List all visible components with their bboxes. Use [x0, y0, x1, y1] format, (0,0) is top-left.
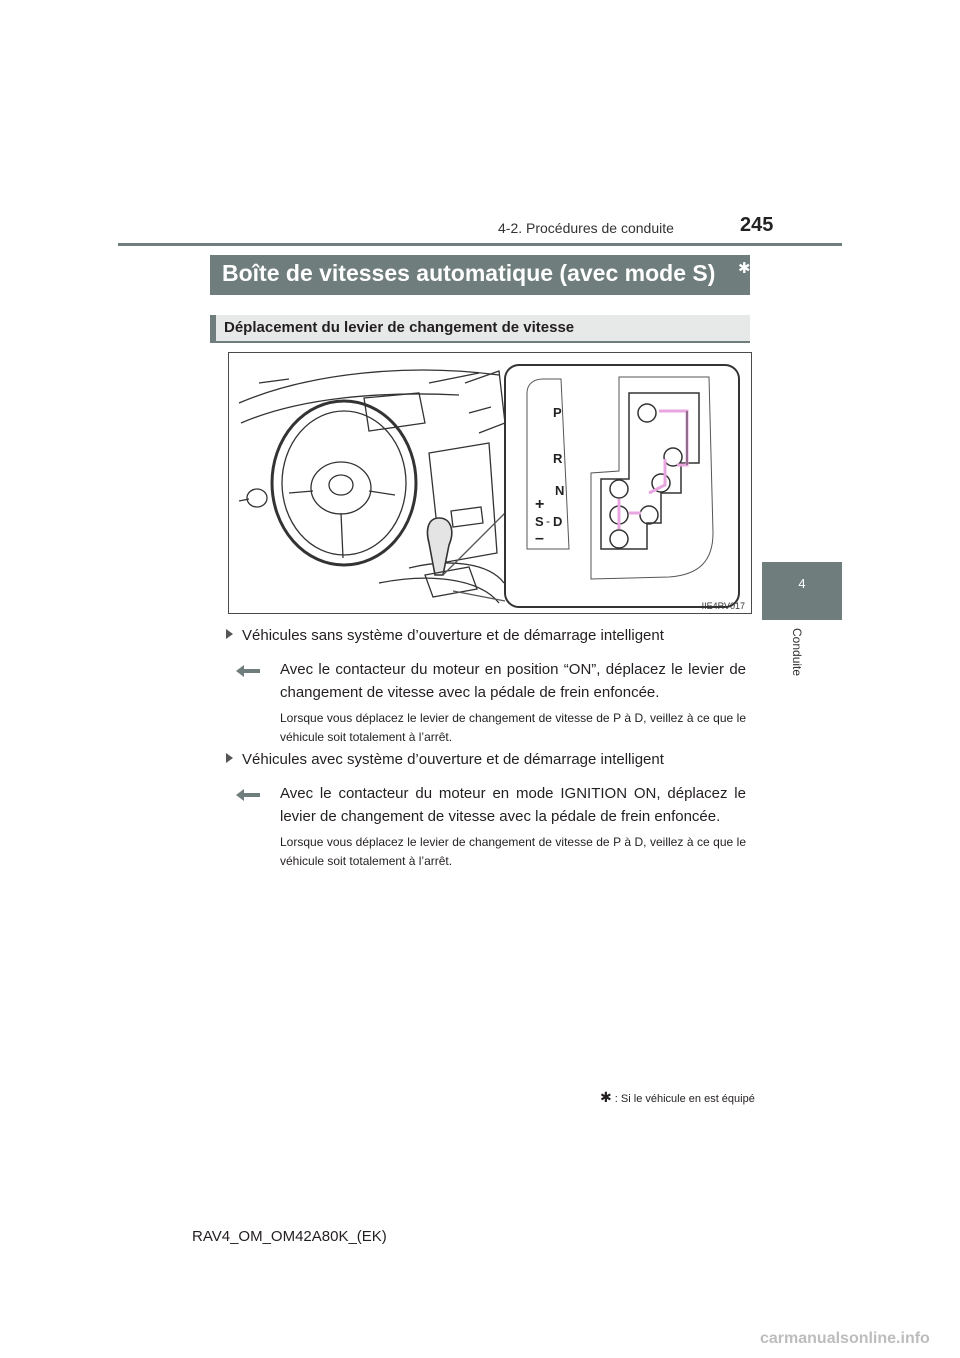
header-rule	[118, 243, 842, 246]
footnote-asterisk: ✱	[600, 1089, 612, 1105]
chapter-label-text: Conduite	[790, 628, 804, 677]
title-asterisk: ✱	[738, 260, 751, 277]
figure-code: IIE4RV017	[701, 601, 745, 611]
section-title: 4-2. Procédures de conduite	[498, 220, 674, 236]
watermark: carmanualsonline.info	[760, 1330, 930, 1347]
instruction-paragraph: Avec le contacteur du moteur en position “ON”, déplacez le levier de changement de vitesse avec la pédale de frein enfoncée.	[280, 661, 746, 701]
instruction-note: Lorsque vous déplacez le levier de changement de vitesse de P à D, veillez à ce que le véhicule soit totalement à l’arrêt.	[280, 711, 746, 744]
subtitle: Déplacement du levier de changement de vitesse	[224, 319, 575, 336]
triangle-bullet-icon	[226, 629, 233, 639]
footnote-text: : Si le véhicule en est équipé	[614, 1093, 755, 1105]
gate-label-dash: -	[546, 514, 550, 528]
gate-label-plus: +	[535, 496, 545, 513]
title-bar	[210, 255, 750, 295]
page-title: Boîte de vitesses automatique (avec mode S)	[222, 260, 716, 286]
gate-label-s: S	[535, 514, 544, 529]
subtitle-bar	[210, 315, 750, 343]
footnote	[600, 1089, 755, 1106]
chapter-tab	[762, 562, 842, 620]
condition-heading	[226, 627, 664, 644]
chapter-number: 4	[798, 576, 806, 591]
gate-label-d: D	[553, 514, 563, 529]
gate-label-r: R	[553, 451, 563, 466]
chapter-label	[783, 628, 809, 688]
dashboard-lines	[239, 370, 505, 603]
left-arrow-icon	[236, 664, 260, 678]
instruction-paragraph: Avec le contacteur du moteur en mode IGNITION ON, déplacez le levier de changement de vitesse avec la pédale de frein enfoncée.	[280, 785, 746, 825]
triangle-bullet-icon	[226, 753, 233, 763]
gate-label-p: P	[553, 405, 562, 420]
gate-label-n: N	[555, 483, 565, 498]
instruction-note: Lorsque vous déplacez le levier de changement de vitesse de P à D, veillez à ce que le véhicule soit totalement à l’arrêt.	[280, 835, 746, 868]
condition-text: Véhicules sans système d’ouverture et de démarrage intelligent	[242, 627, 664, 644]
subtitle-accent	[210, 315, 216, 343]
shift-lever-illustration	[228, 352, 752, 614]
left-arrow-icon	[236, 788, 260, 802]
page-number: 245	[740, 214, 774, 236]
gate-label-minus: –	[535, 530, 544, 547]
gate-zoom-panel	[505, 365, 739, 607]
condition-heading	[226, 751, 664, 768]
dashboard-drawing	[229, 353, 751, 613]
condition-text: Véhicules avec système d’ouverture et de démarrage intelligent	[242, 751, 664, 768]
document-code: RAV4_OM_OM42A80K_(EK)	[192, 1228, 387, 1245]
